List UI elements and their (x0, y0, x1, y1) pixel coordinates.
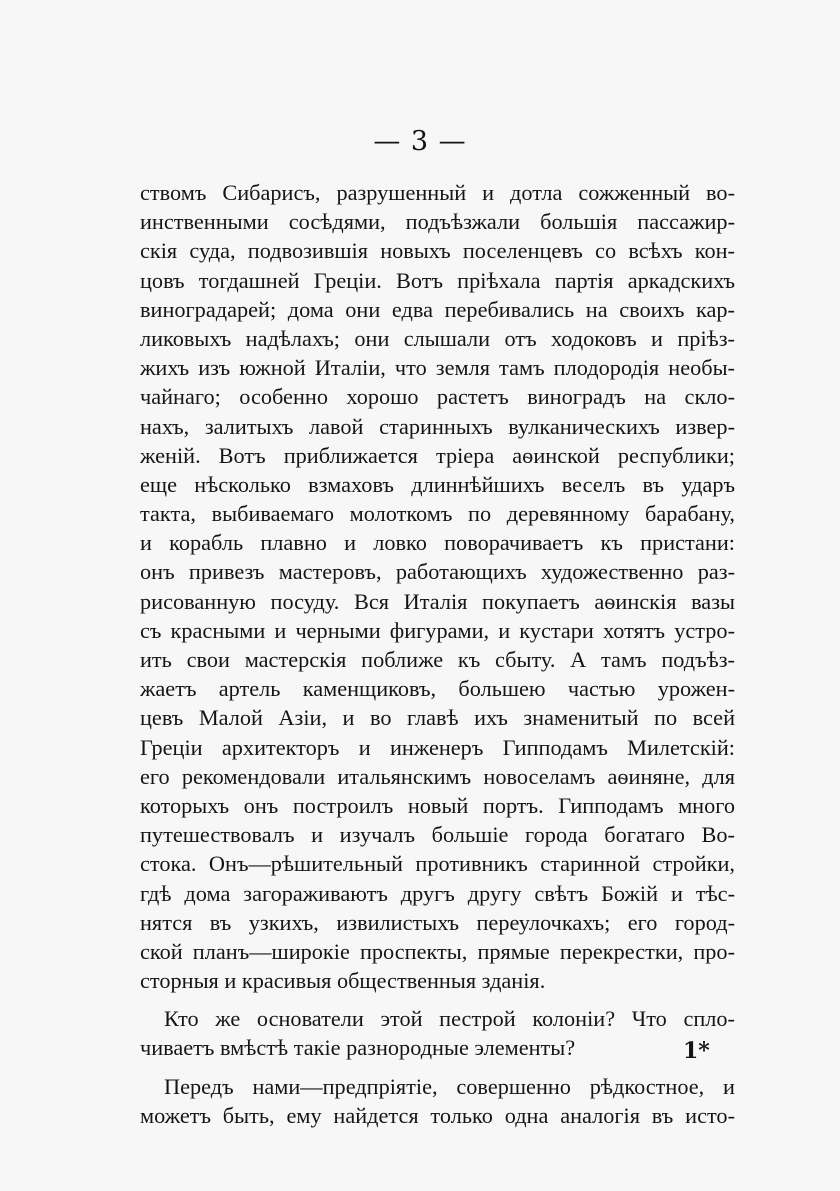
text-line: стока. Онъ—рѣшительный противникъ старинной стройки, (140, 851, 735, 877)
text-line: его рекомендовали итальянскимъ новоселамъ аѳиняне, для (140, 763, 735, 789)
text-line: чайнаго; особенно хорошо растетъ виноградъ на скло- (140, 384, 735, 410)
text-line: цовъ тогдашней Греціи. Вотъ пріѣхала партія аркадскихъ (140, 267, 735, 293)
text-line: нятся въ узкихъ, извилистыхъ переулочкахъ; его город- (140, 909, 735, 935)
text-line: путешествовалъ и изучалъ большіе города богатаго Во- (140, 822, 735, 848)
text-line: онъ привезъ мастеровъ, работающихъ художественно раз- (140, 559, 735, 585)
text-line: ликовыхъ надѣлахъ; они слышали отъ ходоковъ и пріѣз- (140, 325, 735, 351)
text-line: рисованную посуду. Вся Италія покупаетъ аѳинскія вазы (140, 588, 735, 614)
text-line: которыхъ онъ построилъ новый портъ. Гипподамъ много (140, 792, 735, 818)
paragraph-2 (140, 1004, 735, 1062)
text-line: ской планъ—широкіе проспекты, прямые перекрестки, про- (140, 938, 735, 964)
text-line: такта, выбиваемаго молоткомъ по деревянному барабану, (140, 501, 735, 527)
page-number: — 3 — (373, 126, 467, 157)
text-line: еще нѣсколько взмаховъ длиннѣйшихъ веселъ въ ударъ (140, 471, 735, 497)
text-line: гдѣ дома загораживаютъ другъ другу свѣтъ Божій и тѣс- (140, 880, 735, 906)
text-line: можетъ быть, ему найдется только одна аналогія въ исто- (140, 1102, 735, 1128)
paragraph-gap (140, 1063, 735, 1072)
text-line: скія суда, подвозившія новыхъ поселенцевъ со всѣхъ кон- (140, 238, 735, 264)
text-line: виноградарей; дома они едва перебивались на своихъ кар- (140, 296, 735, 322)
text-line: Передъ нами—предпріятіе, совершенно рѣдкостное, и (164, 1073, 735, 1099)
text-line: инственными сосѣдями, подъѣзжали большія пассажир- (140, 209, 735, 235)
text-line: ить свои мастерскія поближе къ сбыту. А тамъ подъѣз- (140, 647, 735, 672)
paragraph-1 (140, 178, 735, 995)
text-line: нахъ, залитыхъ лавой старинныхъ вулканическихъ извер- (140, 413, 735, 439)
text-line: съ красными и черными фигурами, и кустари хотятъ устро- (140, 617, 735, 643)
body-text (140, 178, 735, 1130)
text-line: чиваетъ вмѣстѣ такіе разнородные элементы? (140, 1035, 576, 1061)
paragraph-gap (140, 995, 735, 1004)
text-line: сторныя и красивыя общественныя зданія. (140, 968, 546, 994)
text-line: и корабль плавно и ловко поворачиваетъ къ пристани: (140, 530, 735, 556)
text-line: жаетъ артель каменщиковъ, большею частью урожен- (140, 676, 735, 702)
text-line: жихъ изъ южной Италіи, что земля тамъ плодородія необы- (140, 355, 735, 381)
paragraph-3 (140, 1072, 735, 1130)
text-line: Греціи архитекторъ и инженеръ Гипподамъ Милетскій: (140, 734, 735, 760)
text-line: цевъ Малой Азіи, и во главѣ ихъ знаменитый по всей (140, 705, 735, 731)
text-line: ствомъ Сибарисъ, разрушенный и дотла сожженный во- (140, 180, 735, 205)
text-line: Кто же основатели этой пестрой колоніи? Что спло- (164, 1006, 735, 1032)
text-line: женій. Вотъ приближается тріера аѳинской республики; (140, 442, 735, 468)
printer-signature: 1* (683, 1038, 710, 1064)
